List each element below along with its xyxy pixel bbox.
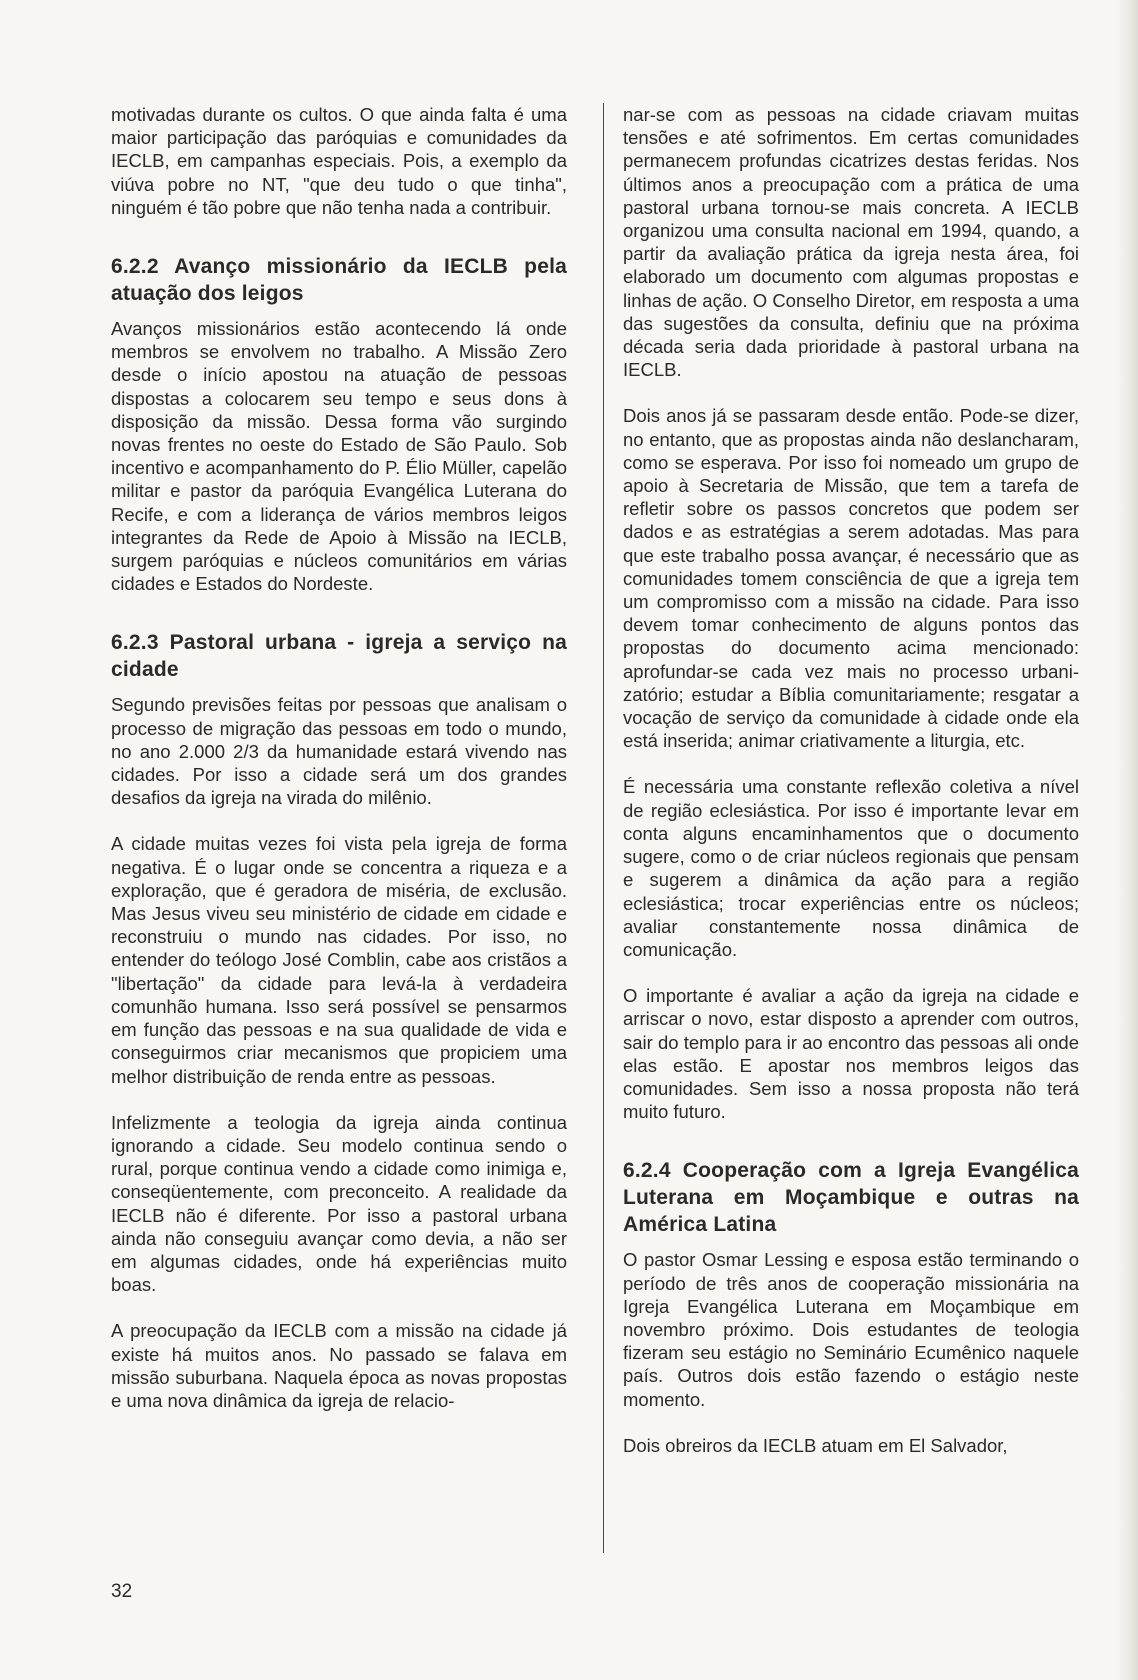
paragraph: É necessária uma constante reflexão coletiva a nível de região eclesiástica. Por isso é importante levar em conta alguns encaminhamentos que o documento sugere, como o de criar núcleos regionais que pensam e sugerem a dinâmica da ação para a região eclesiástica; trocar experiências entre os núcleos; avaliar constantemente nossa dinâmica de comunicação. — [623, 776, 1079, 960]
paragraph: Dois anos já se passaram desde então. Pode-se dizer, no entanto, que as propostas ainda não deslancharam, como se esperava. Por isso foi nomeado um grupo de apoio à Secretaria de Missão, que tem a tarefa de refletir sobre os passos concretos que podem ser dados e as estratégias a serem adotadas. Mas para que este trabalho possa avançar, é necessário que as comunidades tomem consciência de que a igreja tem um compromisso com a missão na cidade. Para isso devem tomar conhecimento de alguns pontos das propostas do documento acima mencionado: aprofundar-se cada vez mais no processo urbanizatório; estudar a Bíblia comunitariamente; resgatar a vocação de serviço da comunidade à cidade onde ela está inserida; animar criativamente a liturgia, etc. — [623, 405, 1079, 752]
paragraph: Avanços missionários estão acontecendo lá onde membros se envolvem no trabalho. A Missão Zero desde o início apostou na atuação de pessoas dispostas a colocarem seu tempo e seus dons à disposição da missão. Dessa forma vão surgindo novas frentes no oeste do Estado de São Paulo. Sob incentivo e acompanhamento do P. Élio Müller, capelão militar e pastor da paróquia Evangélica Luterana do Recife, e com a liderança de vários membros leigos integrantes da Rede de Apoio à Missão na IECLB, surgem paróquias e núcleos comunitários em várias cidades e Estados do Nordeste. — [111, 318, 567, 595]
left-column — [111, 103, 567, 1412]
paragraph: nar-se com as pessoas na cidade criavam muitas tensões e até sofrimentos. Em certas comunidades permanecem profundas cicatrizes destas feridas. Nos últimos anos a preocupação com a prática de uma pastoral urbana tornou-se mais concreta. A IECLB organizou uma consulta nacional em 1994, quando, a partir da avaliação prática da igreja nesta área, foi elaborado um documento com algumas propostas e linhas de ação. O Conselho Diretor, em resposta a uma das sugestões da consulta, definiu que na próxima década seria dada prioridade à pastoral urbana na IECLB. — [623, 104, 1079, 381]
paragraph: A cidade muitas vezes foi vista pela igreja de forma negativa. É o lugar onde se concentra a riqueza e a exploração, que é geradora de miséria, de exclusão. Mas Jesus viveu seu ministério de cidade em cidade e reconstruiu o mundo nas cidades. Por isso, no entender do teólogo José Comblin, cabe aos cristãos a "libertação" da cidade para levá-la à verdadeira comunhão humana. Isso será possível se pensarmos em função das pessoas e na sua qualidade de vida e conseguirmos criar mecanismos que propiciem uma melhor distribuição de renda entre as pessoas. — [111, 833, 567, 1087]
paragraph: O importante é avaliar a ação da igreja na cidade e arriscar o novo, estar disposto a aprender com outros, sair do templo para ir ao encontro das pessoas ali onde elas estão. E apostar nos membros leigos das comunidades. Sem isso a nossa proposta não terá muito futuro. — [623, 985, 1079, 1123]
paragraph: Segundo previsões feitas por pessoas que analisam o processo de migração das pessoas em todo o mundo, no ano 2.000 2/3 da humanidade estará vivendo nas cidades. Por isso a cidade será um dos grandes desafios da igreja na virada do milênio. — [111, 694, 567, 809]
right-column — [623, 103, 1079, 1457]
page-edge-shadow — [1116, 0, 1138, 1680]
section-heading-6-2-3: 6.2.3 Pastoral urbana - igreja a serviço na cidade — [111, 631, 567, 682]
column-divider — [603, 103, 604, 1553]
paragraph: motivadas durante os cultos. O que ainda falta é uma maior participação das paróquias e comunidades da IECLB, em campanhas especiais. Pois, a exemplo da viúva pobre no NT, "que deu tudo o que tinha", ninguém é tão pobre que não tenha nada a contribuir. — [111, 104, 567, 218]
paragraph: Dois obreiros da IECLB atuam em El Salvador, — [623, 1434, 1008, 1456]
paragraph: O pastor Osmar Lessing e esposa estão terminando o período de três anos de cooperação missionária na Igreja Evangélica Luterana em Moçambique em novembro próximo. Dois estudantes de teologia fizeram seu estágio no Seminário Ecumênico naquele país. Outros dois estão fazendo o estágio neste momento. — [623, 1249, 1079, 1410]
paragraph: Infelizmente a teologia da igreja ainda continua ignorando a cidade. Seu modelo continua sendo o rural, porque continua vendo a cidade como inimiga e, conseqüentemente, com preconceito. A realidade da IECLB não é diferente. Por isso a pastoral urbana ainda não conseguiu avançar como devia, a não ser em algumas cidades, onde há experiências muito boas. — [111, 1111, 567, 1296]
section-heading-6-2-2: 6.2.2 Avanço missionário da IECLB pela atuação dos leigos — [111, 255, 567, 306]
page-number: 32 — [111, 1581, 133, 1602]
paragraph: A preocupação da IECLB com a missão na cidade já existe há muitos anos. No passado se falava em missão suburbana. Naquela época as novas propostas e uma nova dinâmica da igreja de relacio- — [111, 1320, 567, 1411]
section-heading-6-2-4: 6.2.4 Cooperação com a Igreja Evangélica Luterana em Moçambique e outras na América Latina — [623, 1159, 1079, 1237]
